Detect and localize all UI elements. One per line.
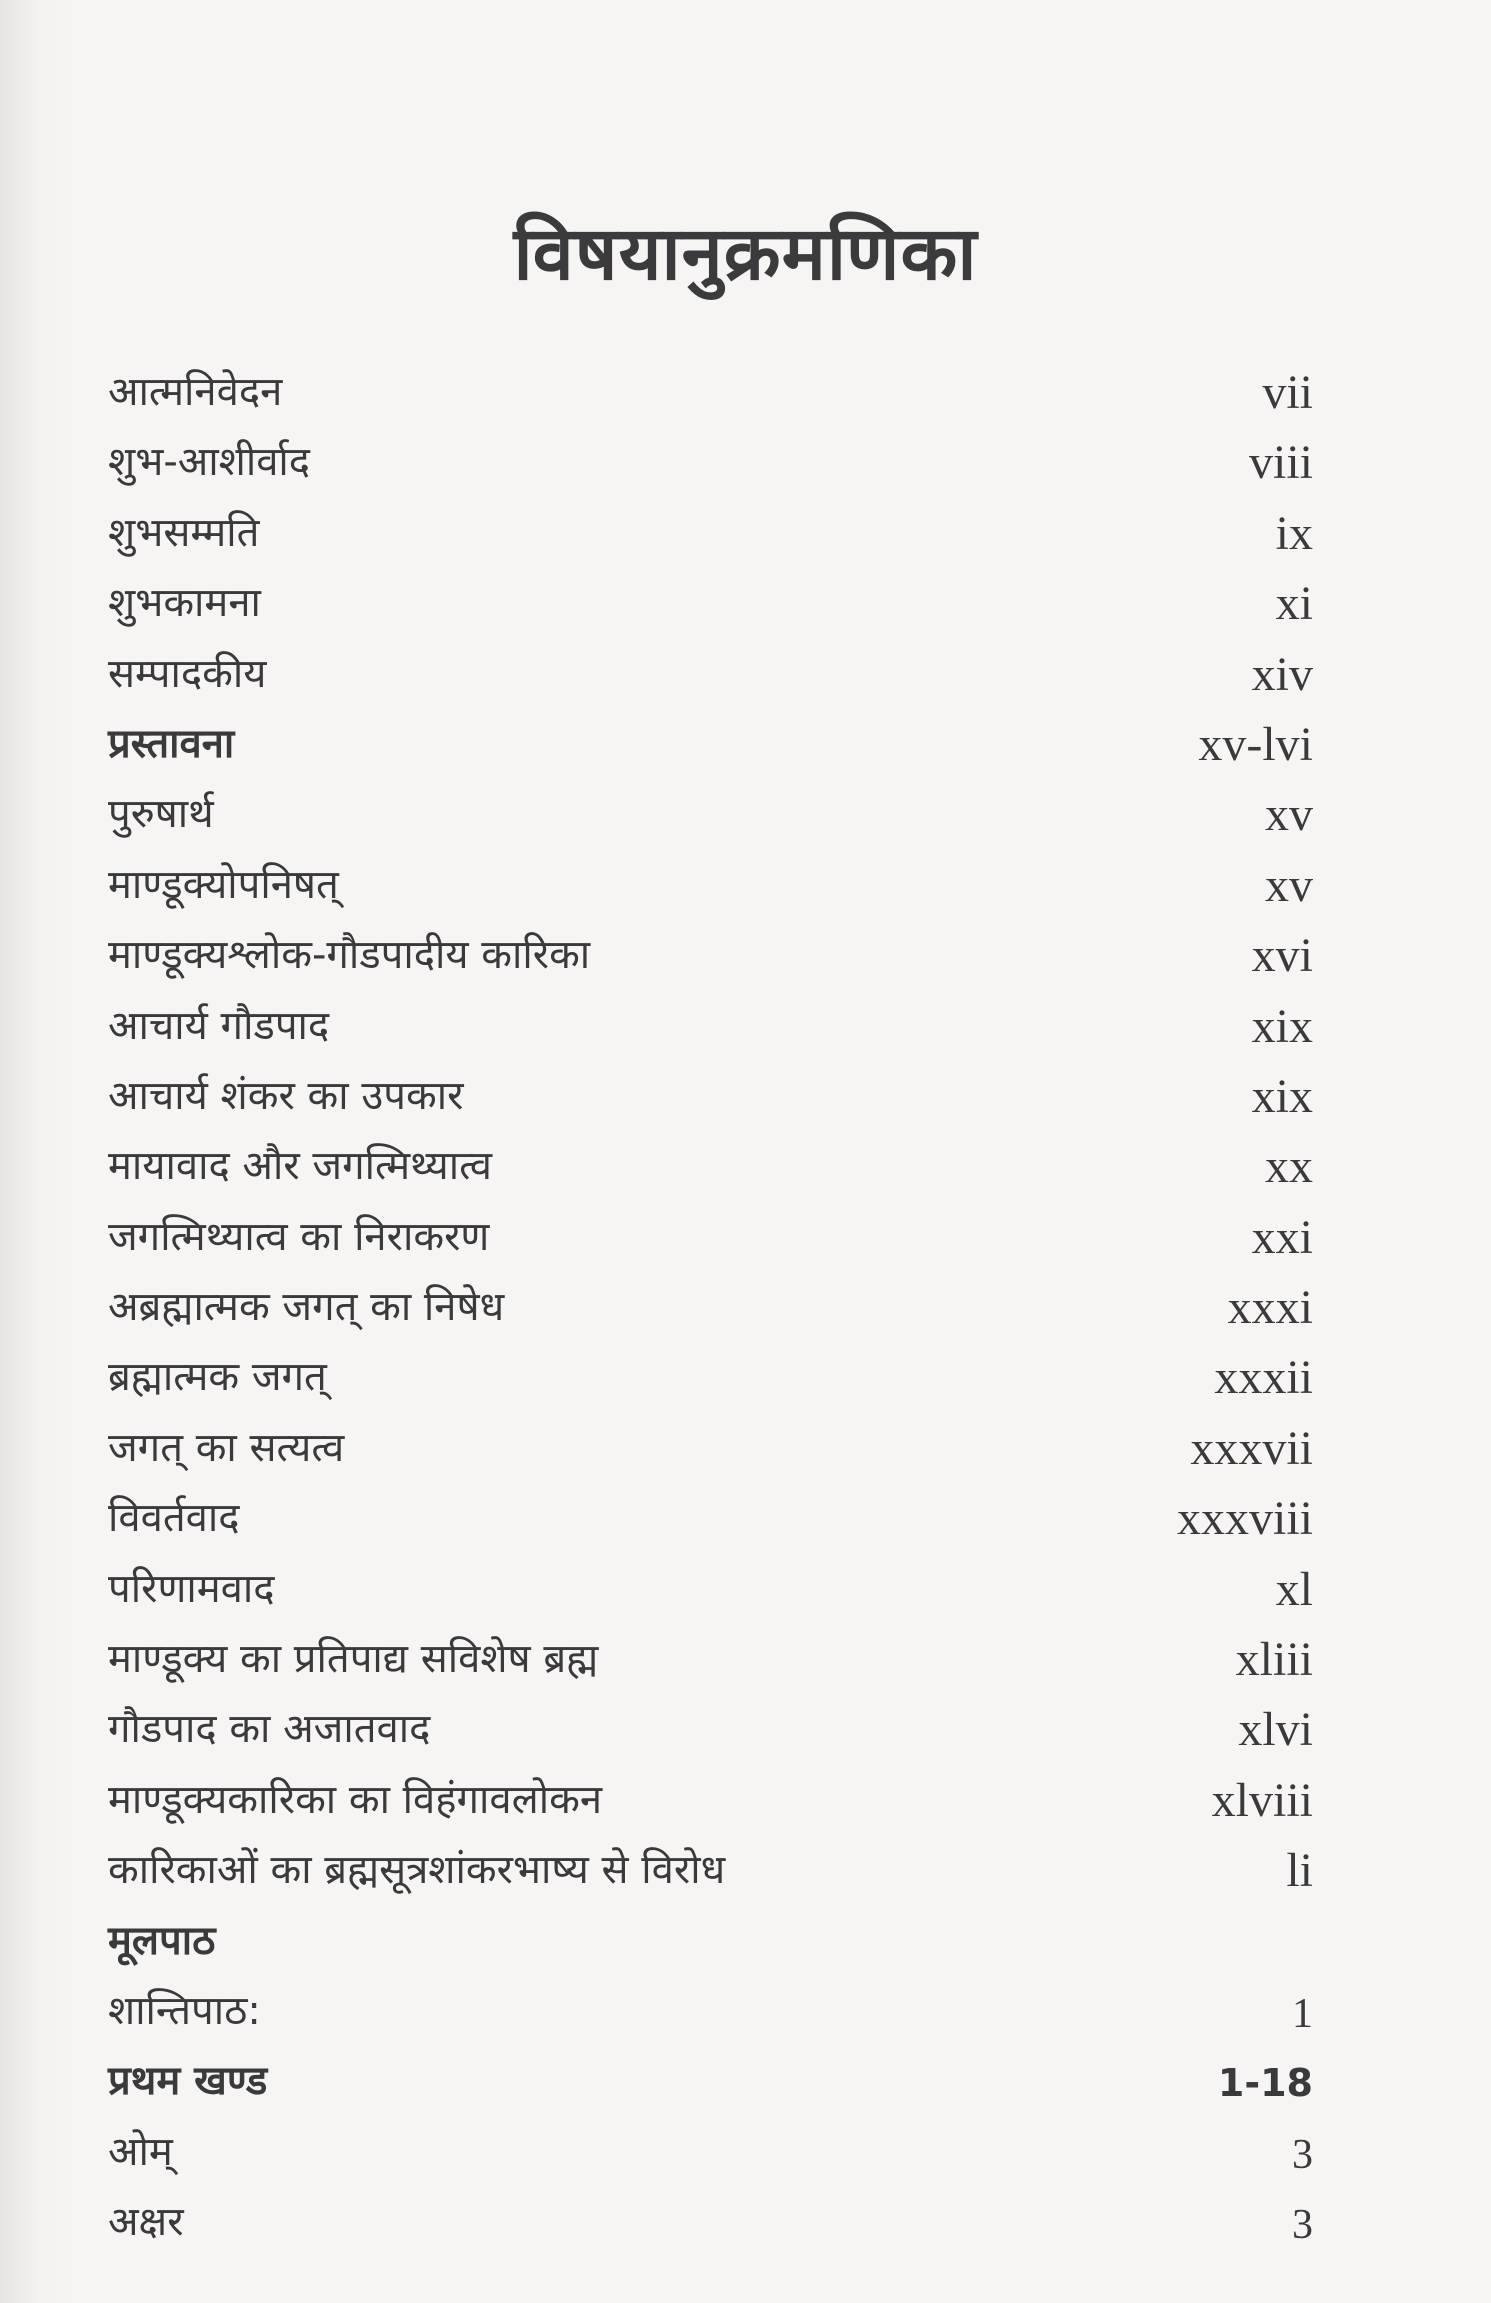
- toc-entry: [108, 642, 1313, 712]
- toc-entry-page: xxxviii: [1176, 1492, 1313, 1546]
- toc-entry-page: li: [1286, 1844, 1313, 1898]
- toc-entry-page: xxxii: [1214, 1351, 1313, 1405]
- toc-entry: [108, 2190, 1313, 2260]
- toc-entry-label: कारिकाओं का ब्रह्मसूत्रशांकरभाष्य से विरोध: [108, 1847, 726, 1894]
- toc-entry-label: ब्रह्मात्मक जगत्: [108, 1354, 327, 1401]
- toc-entry: [108, 1486, 1313, 1556]
- toc-entry: [108, 501, 1313, 571]
- page-edge-shadow: [0, 0, 70, 2303]
- toc-entry-label: माण्डूक्योपनिषत्: [108, 861, 339, 908]
- toc-entry-page: xlvi: [1238, 1703, 1313, 1757]
- toc-entry-label: मायावाद और जगत्मिथ्यात्व: [108, 1143, 492, 1190]
- toc-section-heading: [108, 2049, 1313, 2119]
- toc-entry-label: शुभसम्मति: [108, 509, 260, 556]
- toc-entry-label: आचार्य शंकर का उपकार: [108, 1072, 464, 1119]
- toc-entry-page: xix: [1251, 1069, 1313, 1123]
- toc-entry: [108, 1345, 1313, 1415]
- toc-entry-page: xx: [1265, 1140, 1313, 1194]
- toc-entry-label: शुभकामना: [108, 580, 261, 627]
- toc-entry-page: xv: [1265, 788, 1313, 842]
- toc-entry: [108, 1064, 1313, 1134]
- toc-entry: [108, 1134, 1313, 1204]
- toc-entry-label: जगत् का सत्यत्व: [108, 1424, 345, 1471]
- toc-entry-page: xl: [1275, 1562, 1313, 1616]
- toc-heading-page: 1-18: [1217, 2061, 1313, 2106]
- toc-entry: [108, 1205, 1313, 1275]
- toc-entry-label: विवर्तवाद: [108, 1495, 240, 1542]
- toc-entry: [108, 1697, 1313, 1767]
- toc-entry-page: xliii: [1235, 1633, 1313, 1687]
- toc-heading-label: मूलपाठ: [108, 1917, 216, 1964]
- toc-entry-label: माण्डूक्य का प्रतिपाद्य सविशेष ब्रह्म: [108, 1636, 599, 1683]
- toc-entry-label: पुरुषार्थ: [108, 791, 214, 838]
- toc-entry: [108, 1838, 1313, 1908]
- toc-section-heading: [108, 1909, 1313, 1979]
- toc-entry-label: माण्डूक्यकारिका का विहंगावलोकन: [108, 1776, 603, 1823]
- toc-entry: [108, 360, 1313, 430]
- toc-entry-page: xvi: [1251, 929, 1313, 983]
- toc-entry-page: 3: [1292, 2131, 1313, 2178]
- toc-entry: [108, 1979, 1313, 2049]
- toc-entry-label: ओम्: [108, 2128, 173, 2175]
- toc-entry: [108, 782, 1313, 852]
- toc-entry-page: xiv: [1251, 647, 1313, 701]
- toc-entry-label: अब्रह्मात्मक जगत् का निषेध: [108, 1284, 505, 1331]
- toc-entry-label: माण्डूक्यश्लोक-गौडपादीय कारिका: [108, 932, 591, 979]
- toc-entry-label: जगत्मिथ्यात्व का निराकरण: [108, 1213, 490, 1260]
- toc-entry: [108, 853, 1313, 923]
- toc-entry-page: xv: [1265, 858, 1313, 912]
- toc-entry: [108, 430, 1313, 500]
- toc-entry-label: शान्तिपाठ:: [108, 1987, 261, 2034]
- toc-entry-page: xxxvii: [1190, 1421, 1313, 1475]
- toc-entry: [108, 994, 1313, 1064]
- toc-entry-page: 3: [1292, 2202, 1313, 2249]
- toc-entry-page: xxxi: [1227, 1281, 1313, 1335]
- table-of-contents: [108, 360, 1313, 2261]
- toc-entry-page: vii: [1262, 366, 1313, 419]
- toc-entry-page: xxi: [1251, 1210, 1313, 1264]
- toc-entry: [108, 2120, 1313, 2190]
- toc-entry-label: शुभ-आशीर्वाद: [108, 439, 311, 486]
- toc-entry-page: 1: [1292, 1990, 1313, 2037]
- toc-entry-label: अक्षर: [108, 2199, 184, 2246]
- toc-entry-label: परिणामवाद: [108, 1565, 275, 1612]
- toc-section-heading: [108, 712, 1313, 782]
- toc-entry: [108, 1275, 1313, 1345]
- toc-entry: [108, 923, 1313, 993]
- toc-entry: [108, 571, 1313, 641]
- toc-entry-page: xi: [1275, 577, 1313, 631]
- toc-entry: [108, 1416, 1313, 1486]
- toc-entry-label: सम्पादकीय: [108, 650, 267, 697]
- toc-entry-page: xlviii: [1211, 1773, 1313, 1827]
- toc-entry-page: ix: [1275, 506, 1313, 560]
- toc-entry-label: आत्मनिवेदन: [108, 369, 283, 415]
- toc-heading-label: प्रस्तावना: [108, 720, 235, 767]
- toc-entry: [108, 1557, 1313, 1627]
- toc-heading-label: प्रथम खण्ड: [108, 2058, 268, 2105]
- toc-entry-label: गौडपाद का अजातवाद: [108, 1706, 431, 1753]
- toc-entry-page: viii: [1248, 436, 1313, 490]
- toc-entry: [108, 1627, 1313, 1697]
- toc-entry-page: xix: [1251, 999, 1313, 1053]
- page-title: विषयानुक्रमणिका: [513, 211, 978, 297]
- toc-heading-page: xv-lvi: [1198, 717, 1313, 771]
- toc-entry-label: आचार्य गौडपाद: [108, 1002, 330, 1049]
- toc-entry: [108, 1768, 1313, 1838]
